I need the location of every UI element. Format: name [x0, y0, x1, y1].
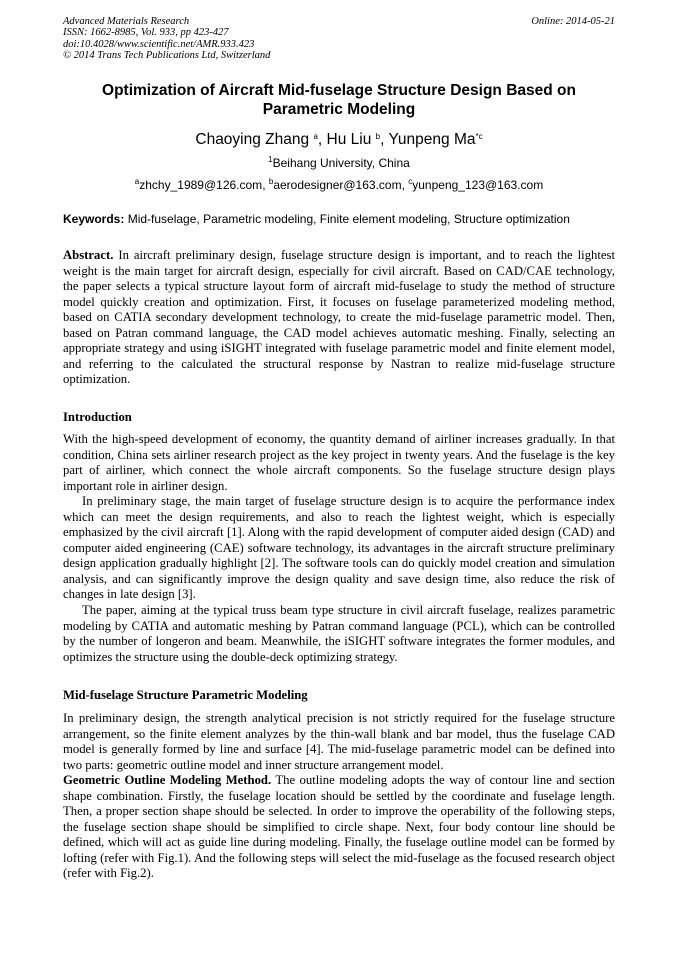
- author-name: Chaoying Zhang: [195, 131, 314, 148]
- parametric-modeling-section: [63, 711, 615, 882]
- subsection-label: Geometric Outline Modeling Method.: [63, 773, 272, 788]
- author-sup: a: [313, 132, 318, 141]
- author-name: Yunpeng Ma: [388, 131, 476, 148]
- email-sup: c: [408, 177, 413, 186]
- email-list: $^a$zhchy_1989@126.com, $^b$aerodesigner@163.com, $^c$yunpeng_123@163.com: [134, 177, 544, 192]
- email-address[interactable]: aerodesigner@163.com: [273, 178, 402, 192]
- paragraph: The paper, aiming at the typical truss beam type structure in civil aircraft fuselage, realizes parametric modeling by CATIA and automatic meshing by Patran command language (PCL), which can be controlled by the number of longeron and beam. Meanwhile, the iSIGHT software integrates the former modules, and optimizes the structure using the double-deck optimizing strategy.: [63, 603, 615, 664]
- abstract-text: In aircraft preliminary design, fuselage structure design is important, and to reach the lightest weight is the main target for aircraft design, especially for civil aircraft. Based on CAD/CAE technology, the paper selects a typical structure layout form of aircraft mid-fuselage to study the method of structure model quickly creation and optimization. First, it focuses on fuselage parameterized modeling method, based on CATIA secondary development technology, to create the mid-fuselage parametric model. Then, based on Patran command language, the CAD model achieves automatic meshing. Finally, selecting an appropriate strategy and using iSIGHT integrated with fuselage parametric model and finite element model, and referring to the calculated the structural response by Nastran to realize mid-fuselage structure optimization.: [63, 248, 615, 387]
- keywords-text: Mid-fuselage, Parametric modeling, Finite element modeling, Structure optimization: [127, 212, 570, 226]
- journal-name: Advanced Materials Research: [63, 16, 190, 27]
- email-sup: b: [268, 177, 274, 186]
- author-name: Hu Liu: [326, 131, 376, 148]
- journal-issn: ISSN: 1662-8985, Vol. 933, pp 423-427: [63, 27, 229, 39]
- affiliation-text: Beihang University, China: [272, 156, 410, 170]
- journal-header: [63, 16, 615, 61]
- paper-title: [63, 81, 615, 119]
- author-separator: ,: [317, 131, 327, 148]
- journal-copyright: © 2014 Trans Tech Publications Ltd, Switzerland: [63, 49, 271, 61]
- journal-doi: doi:10.4028/www.scientific.net/AMR.933.423: [63, 38, 255, 50]
- email-sup: a: [134, 177, 140, 186]
- email-address[interactable]: yunpeng_123@163.com: [412, 178, 544, 192]
- paragraph: In preliminary design, the strength analytical precision is not strictly required for the fuselage structure arrangement, so the finite element analyzes by the thin-wall blank and bar model, thus the fuselage CAD model is generally formed by line and surface [4]. The mid-fuselage parametric model can be defined into two parts: geometric outline model and inner structure arrangement model.: [63, 711, 615, 772]
- paragraph: With the high-speed development of economy, the quantity demand of airliner increases gradually. In that condition, China sets airliner research project as the key project in twenty years. And the fuselage is the key part of airliner, which connect the whole aircraft components. So the fuselage structure design plays important role in airliner design.: [63, 432, 615, 493]
- author-sup: b: [375, 132, 381, 141]
- keywords: [63, 211, 615, 227]
- paragraph-text: The outline modeling adopts the way of contour line and section shape combination. Firstly, the fuselage location should be settled by the coordinate and fuselage length. Then, a proper section shape should be selected. In order to improve the operability of the following steps, the fuselage section shape should be simplified to circle shape. Next, four body contour line should be defined, which will act as guide line during modeling. Finally, the fuselage outline model can be formed by lofting (refer with Fig.1). And the following steps will select the mid-fuselage as the focused research object (refer with Fig.2).: [63, 773, 615, 881]
- author-separator: ,: [380, 131, 389, 148]
- paragraph: [63, 773, 615, 882]
- section-heading-introduction: Introduction: [63, 410, 132, 424]
- affiliation-sup: 1: [268, 155, 273, 164]
- title-line-1: Optimization of Aircraft Mid-fuselage Structure Design Based on: [102, 82, 576, 99]
- author-sup: *c: [475, 132, 483, 141]
- email-address[interactable]: zhchy_1989@126.com: [139, 178, 263, 192]
- title-line-2: Parametric Modeling: [262, 101, 416, 118]
- introduction-section: [63, 432, 615, 665]
- section-heading-parametric-modeling: Mid-fuselage Structure Parametric Modeling: [63, 688, 308, 702]
- author-list: [63, 131, 615, 149]
- abstract: [63, 248, 615, 388]
- affiliation: [63, 155, 615, 171]
- online-date: Online: 2014-05-21: [531, 16, 615, 27]
- keywords-label: Keywords:: [63, 212, 125, 226]
- paragraph: In preliminary stage, the main target of fuselage structure design is to acquire the performance index which can meet the design requirements, and also to reach the lightest weight, which is especially emphasized by the civil aircraft [1]. Along with the rapid development of computer aided design (CAD) and computer aided engineering (CAE) software technology, its advantages in the aircraft structure preliminary design application gradually highlight [2]. The software tools can do quickly model creation and simulation analysis, and can significantly improve the design quality and save design time, also reduce the risk of changes in late design [3].: [63, 494, 615, 602]
- abstract-label: Abstract.: [63, 248, 114, 262]
